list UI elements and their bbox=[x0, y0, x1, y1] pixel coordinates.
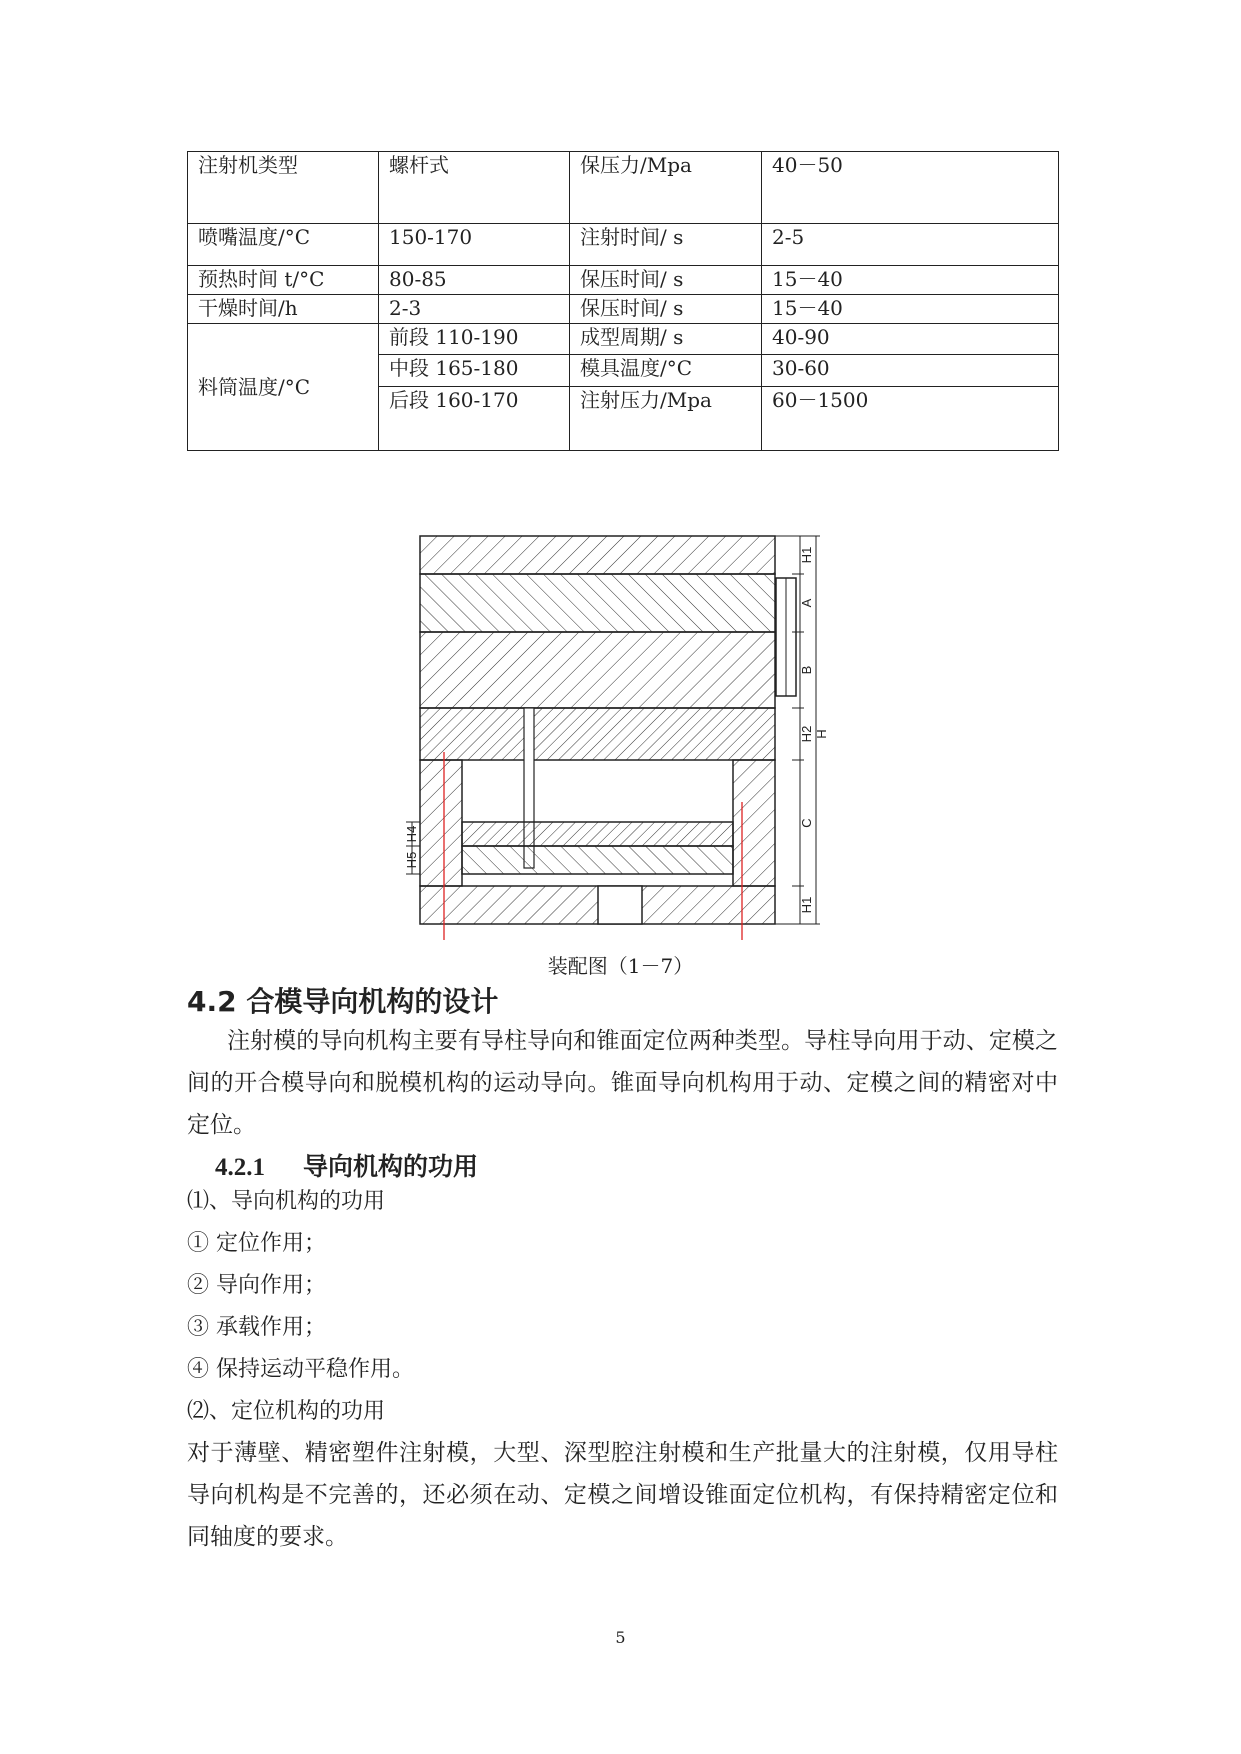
table-cell: 60－1500 bbox=[762, 387, 1059, 451]
table-cell: 15－40 bbox=[762, 266, 1059, 295]
table-cell: 15－40 bbox=[762, 295, 1059, 324]
table-cell: 螺杆式 bbox=[379, 152, 570, 224]
table-cell: 前段 110-190 bbox=[379, 324, 570, 355]
section-intro-paragraph: 注射模的导向机构主要有导柱导向和锥面定位两种类型。导柱导向用于动、定模之间的开合模导向和脱模机构的运动导向。锥面导向机构用于动、定模之间的精密对中定位。 bbox=[187, 1028, 1058, 1138]
section-heading: 4.2 合模导向机构的设计 bbox=[187, 985, 499, 1018]
table-cell: 预热时间 t/°C bbox=[188, 266, 379, 295]
mold-assembly-drawing bbox=[404, 536, 860, 940]
figure-caption: 装配图（1－7） bbox=[547, 954, 694, 978]
subsection-number: 4.2.1 bbox=[215, 1154, 265, 1181]
table-cell: 150-170 bbox=[379, 224, 570, 266]
ejector-retainer-plate bbox=[462, 822, 733, 846]
dim-label-h: H bbox=[814, 729, 829, 739]
dim-label-h1-top: H1 bbox=[799, 546, 814, 564]
table-cell: 2-5 bbox=[762, 224, 1059, 266]
dim-label-h1-bottom: H1 bbox=[799, 896, 814, 914]
dim-label-a: A bbox=[799, 598, 814, 608]
table-cell: 喷嘴温度/°C bbox=[188, 224, 379, 266]
list-item: ② 导向作用； bbox=[187, 1273, 326, 1298]
list-item: ④ 保持运动平稳作用。 bbox=[187, 1357, 414, 1382]
dim-label-h5: H5 bbox=[404, 851, 419, 869]
ejector-hole bbox=[598, 886, 642, 924]
table-cell: 40-90 bbox=[762, 324, 1059, 355]
table-cell: 80-85 bbox=[379, 266, 570, 295]
support-plate bbox=[420, 708, 775, 760]
dim-label-b: B bbox=[799, 665, 814, 675]
list-item: ① 定位作用； bbox=[187, 1231, 326, 1256]
injection-parameters-table bbox=[187, 151, 1059, 451]
table-cell: 模具温度/°C bbox=[570, 355, 762, 387]
spacer-block-left bbox=[420, 760, 462, 886]
spacer-block-right bbox=[733, 760, 775, 886]
table-cell: 保压时间/ s bbox=[570, 295, 762, 324]
table-cell: 2-3 bbox=[379, 295, 570, 324]
table-cell: 注射压力/Mpa bbox=[570, 387, 762, 451]
list-heading-1: ⑴、导向机构的功用 bbox=[187, 1189, 386, 1214]
fixed-mold-plate-a bbox=[420, 574, 775, 632]
dim-label-h4: H4 bbox=[404, 825, 419, 843]
table-cell: 后段 160-170 bbox=[379, 387, 570, 451]
table-row bbox=[188, 224, 1059, 266]
table-cell: 40－50 bbox=[762, 152, 1059, 224]
table-cell: 干燥时间/h bbox=[188, 295, 379, 324]
list-item: ③ 承载作用； bbox=[187, 1315, 326, 1340]
positioning-paragraph: 对于薄壁、精密塑件注射模，大型、深型腔注射模和生产批量大的注射模，仅用导柱导向机构是不完善的，还必须在动、定模之间增设锥面定位机构，有保持精密定位和同轴度的要求。 bbox=[187, 1440, 1058, 1550]
table-cell: 成型周期/ s bbox=[570, 324, 762, 355]
list-heading-2: ⑵、定位机构的功用 bbox=[187, 1399, 386, 1424]
top-clamp-plate bbox=[420, 536, 775, 574]
dim-label-c: C bbox=[799, 818, 814, 828]
table-row bbox=[188, 295, 1059, 324]
page-number: 5 bbox=[615, 1628, 626, 1647]
table-cell: 注射时间/ s bbox=[570, 224, 762, 266]
dim-label-h2: H2 bbox=[799, 725, 814, 743]
table-cell: 注射机类型 bbox=[188, 152, 379, 224]
table-cell: 料筒温度/°C bbox=[188, 324, 379, 451]
subsection-title: 导向机构的功用 bbox=[303, 1152, 479, 1181]
subsection-heading bbox=[215, 1147, 478, 1183]
table-cell: 30-60 bbox=[762, 355, 1059, 387]
table-cell: 中段 165-180 bbox=[379, 355, 570, 387]
ejector-plate bbox=[462, 846, 733, 874]
table-row bbox=[188, 152, 1059, 224]
table-row bbox=[188, 266, 1059, 295]
table-row bbox=[188, 324, 1059, 355]
table-cell: 保压时间/ s bbox=[570, 266, 762, 295]
moving-mold-plate-b bbox=[420, 632, 775, 708]
table-cell: 保压力/Mpa bbox=[570, 152, 762, 224]
